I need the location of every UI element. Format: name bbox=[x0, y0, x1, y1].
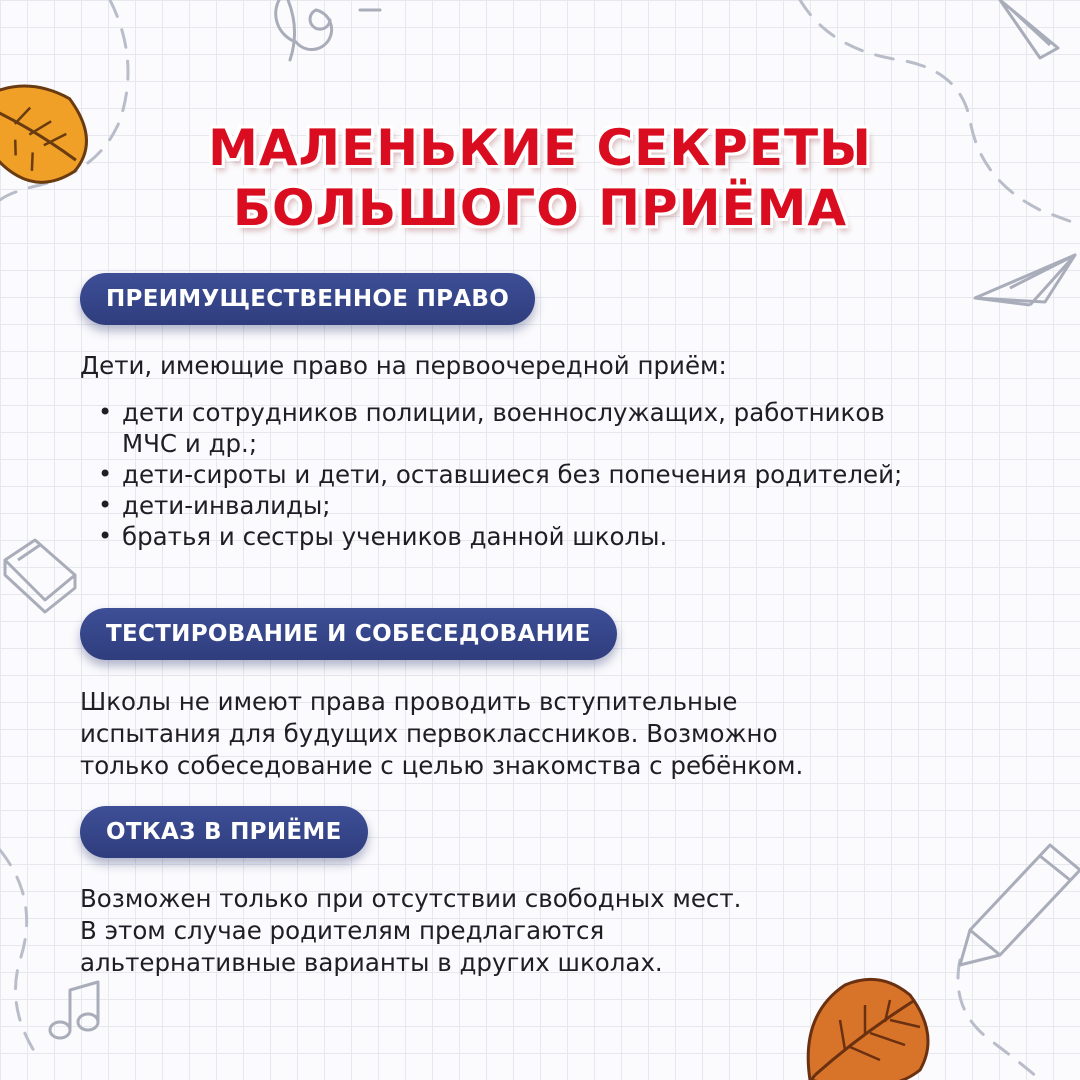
spiral-icon bbox=[276, 0, 380, 60]
list-item: • дети сотрудников полиции, военнослужащих, работников МЧС и др.; bbox=[98, 398, 885, 458]
section-text-testing: Школы не имеют права проводить вступительные испытания для будущих первоклассников. Возможно только собеседование с целью знакомства с ребёнком. bbox=[80, 687, 804, 780]
title-line-1: МАЛЕНЬКИЕ СЕКРЕТЫ bbox=[208, 119, 872, 177]
section-heading-priority-right: ПРЕИМУЩЕСТВЕННОЕ ПРАВО bbox=[80, 273, 535, 325]
leaf-icon bbox=[800, 979, 928, 1080]
section-intro: Дети, имеющие право на первоочередной приём: bbox=[80, 351, 727, 380]
page-title bbox=[0, 118, 1080, 238]
list-item: • дети-сироты и дети, оставшиеся без попечения родителей; bbox=[98, 460, 903, 489]
priority-list bbox=[96, 397, 916, 552]
section-text-refusal: Возможен только при отсутствии свободных мест. В этом случае родителям предлагаются альтернативные варианты в других школах. bbox=[80, 884, 742, 977]
list-item: • дети-инвалиды; bbox=[98, 491, 331, 520]
triangle-ruler-icon bbox=[1000, 0, 1058, 58]
title-line-2: БОЛЬШОГО ПРИЁМА bbox=[232, 179, 848, 237]
paper-plane-icon bbox=[975, 255, 1075, 305]
section-heading-testing: ТЕСТИРОВАНИЕ И СОБЕСЕДОВАНИЕ bbox=[80, 608, 617, 660]
section-heading-refusal: ОТКАЗ В ПРИЁМЕ bbox=[80, 806, 368, 858]
music-note-icon bbox=[50, 982, 98, 1038]
book-icon bbox=[5, 540, 75, 612]
pencil-icon bbox=[960, 845, 1080, 965]
list-item: • братья и сестры учеников данной школы. bbox=[98, 522, 668, 551]
